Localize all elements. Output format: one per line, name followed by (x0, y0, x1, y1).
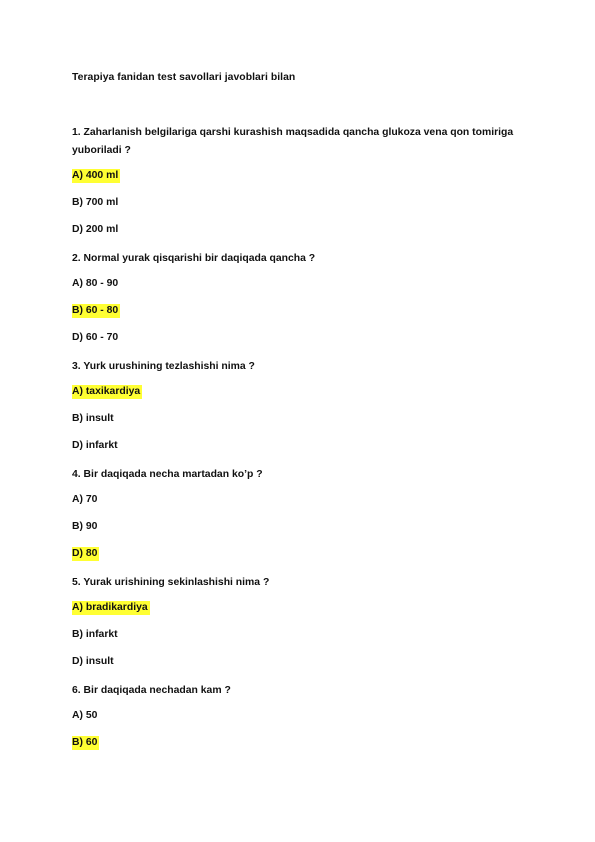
answer-option (72, 709, 532, 723)
option-label: A) taxikardiya (72, 386, 141, 397)
option-label: B) infarkt (72, 629, 118, 640)
question-text: 6. Bir daqiqada nechadan kam ? (72, 685, 231, 696)
answer-option-correct (72, 169, 532, 183)
answer-option (72, 493, 532, 507)
question-list (72, 124, 532, 763)
document-title: Terapiya fanidan test savollari javoblari bilan (72, 72, 296, 83)
option-label: D) infarkt (72, 440, 118, 451)
option-label: D) 200 ml (72, 224, 119, 235)
option-label: A) 70 (72, 494, 98, 505)
answer-option-correct (72, 736, 532, 750)
question-text: 1. Zaharlanish belgilariga qarshi kurashish maqsadida qancha glukoza vena qon tomiriga yuboriladi ? (72, 127, 514, 156)
question-4 (72, 466, 532, 561)
answer-option (72, 439, 532, 453)
option-label: B) 60 (72, 737, 98, 748)
option-label: B) 90 (72, 521, 98, 532)
answer-option-correct (72, 547, 532, 561)
question-text: 2. Normal yurak qisqarishi bir daqiqada qancha ? (72, 253, 316, 264)
option-label: A) bradikardiya (72, 602, 148, 613)
option-label: A) 80 - 90 (72, 278, 119, 289)
question-text: 3. Yurk urushining tezlashishi nima ? (72, 361, 255, 372)
answer-option (72, 628, 532, 642)
question-6 (72, 682, 532, 750)
answer-option-correct (72, 601, 532, 615)
question-2 (72, 250, 532, 345)
option-label: A) 50 (72, 710, 98, 721)
option-label: D) 60 - 70 (72, 332, 119, 343)
answer-option (72, 196, 532, 210)
answer-option (72, 412, 532, 426)
answer-option-correct (72, 385, 532, 399)
answer-option (72, 520, 532, 534)
question-5 (72, 574, 532, 669)
answer-option-correct (72, 304, 532, 318)
answer-option (72, 223, 532, 237)
option-label: D) 80 (72, 548, 98, 559)
answer-option (72, 331, 532, 345)
question-3 (72, 358, 532, 453)
option-label: B) 700 ml (72, 197, 119, 208)
option-label: B) insult (72, 413, 114, 424)
option-label: D) insult (72, 656, 114, 667)
question-text: 4. Bir daqiqada necha martadan ko’p ? (72, 469, 263, 480)
question-text: 5. Yurak urishining sekinlashishi nima ? (72, 577, 270, 588)
option-label: A) 400 ml (72, 170, 119, 181)
option-label: B) 60 - 80 (72, 305, 119, 316)
question-1 (72, 124, 532, 237)
answer-option (72, 655, 532, 669)
answer-option (72, 277, 532, 291)
